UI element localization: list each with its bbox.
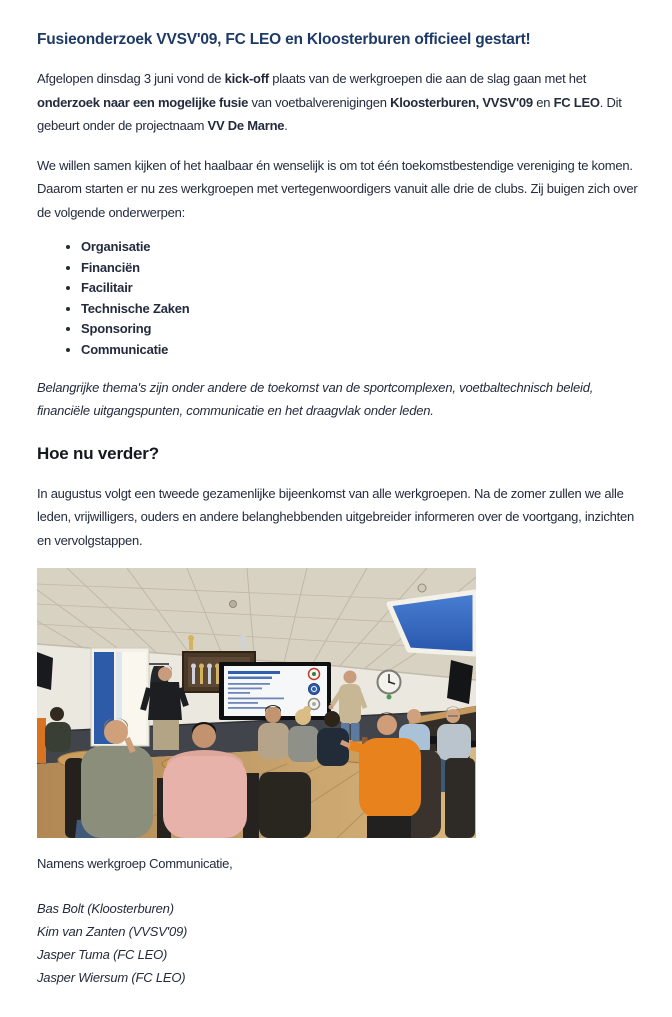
recessed-light	[418, 584, 426, 592]
intro-paragraph: Afgelopen dinsdag 3 juni vond de kick-off plaats van de werkgroepen die aan de slag gaan met het onderzoek naar een mogelijke fusie van voetbalverenigingen Kloosterburen, VVSV'09 en FC LEO. Dit gebeurt onder de projectnaam VV De Marne.	[37, 71, 622, 134]
subheading: Hoe nu verder?	[37, 443, 159, 463]
meeting-photo-illustration	[37, 568, 476, 838]
topic-item-organisatie: • Organisatie	[81, 240, 639, 254]
signatory-bas-bolt: Bas Bolt (Kloosterburen)	[37, 901, 174, 917]
werkgroepen-paragraph: We willen samen kijken of het haalbaar én wenselijk is om tot één toekomstbestendige vereniging te komen. Daarom starten er nu zes werkgroepen met vertegenwoordigers vanuit alle drie de clubs. Zij buigen zich over de volgende onderwerpen:	[37, 157, 638, 220]
meeting-photo	[37, 568, 476, 838]
signatory-jasper-tuma: Jasper Tuma (FC LEO)	[37, 947, 168, 963]
ceiling-sensor	[230, 601, 237, 608]
topic-item-financien: • Financiën	[81, 261, 639, 275]
left-speaker	[37, 652, 53, 690]
signoff-line: Namens werkgroep Communicatie,	[37, 856, 233, 872]
signatory-jasper-wiersum: Jasper Wiersum (FC LEO)	[37, 970, 186, 986]
topic-item-facilitair: • Facilitair	[81, 281, 639, 295]
topic-item-sponsoring: • Sponsoring	[81, 322, 639, 336]
right-speaker	[447, 660, 473, 704]
topic-item-technische-zaken: • Technische Zaken	[81, 302, 639, 316]
club-logos	[309, 669, 320, 710]
signatory-kim-van-zanten: Kim van Zanten (VVSV'09)	[37, 924, 188, 940]
themes-note: Belangrijke thema's zijn onder andere de toekomst van de sportcomplexen, voetbaltechnisch beleid, financiële uitgangspunten, communicatie en het draagvlak onder leden.	[37, 379, 594, 418]
topics-list	[37, 240, 639, 357]
vervolg-paragraph: In augustus volgt een tweede gezamenlijke bijeenkomst van alle werkgroepen. Na de zomer zullen we alle leden, vrijwilligers, ouders en andere belanghebbenden uitgebreider informeren over de voortgang, inzichten en vervolgstappen.	[37, 485, 634, 548]
article-title: Fusieonderzoek VVSV'09, FC LEO en Kloosterburen officieel gestart!	[37, 31, 531, 48]
signatories	[37, 897, 639, 989]
topic-item-communicatie: • Communicatie	[81, 343, 639, 357]
